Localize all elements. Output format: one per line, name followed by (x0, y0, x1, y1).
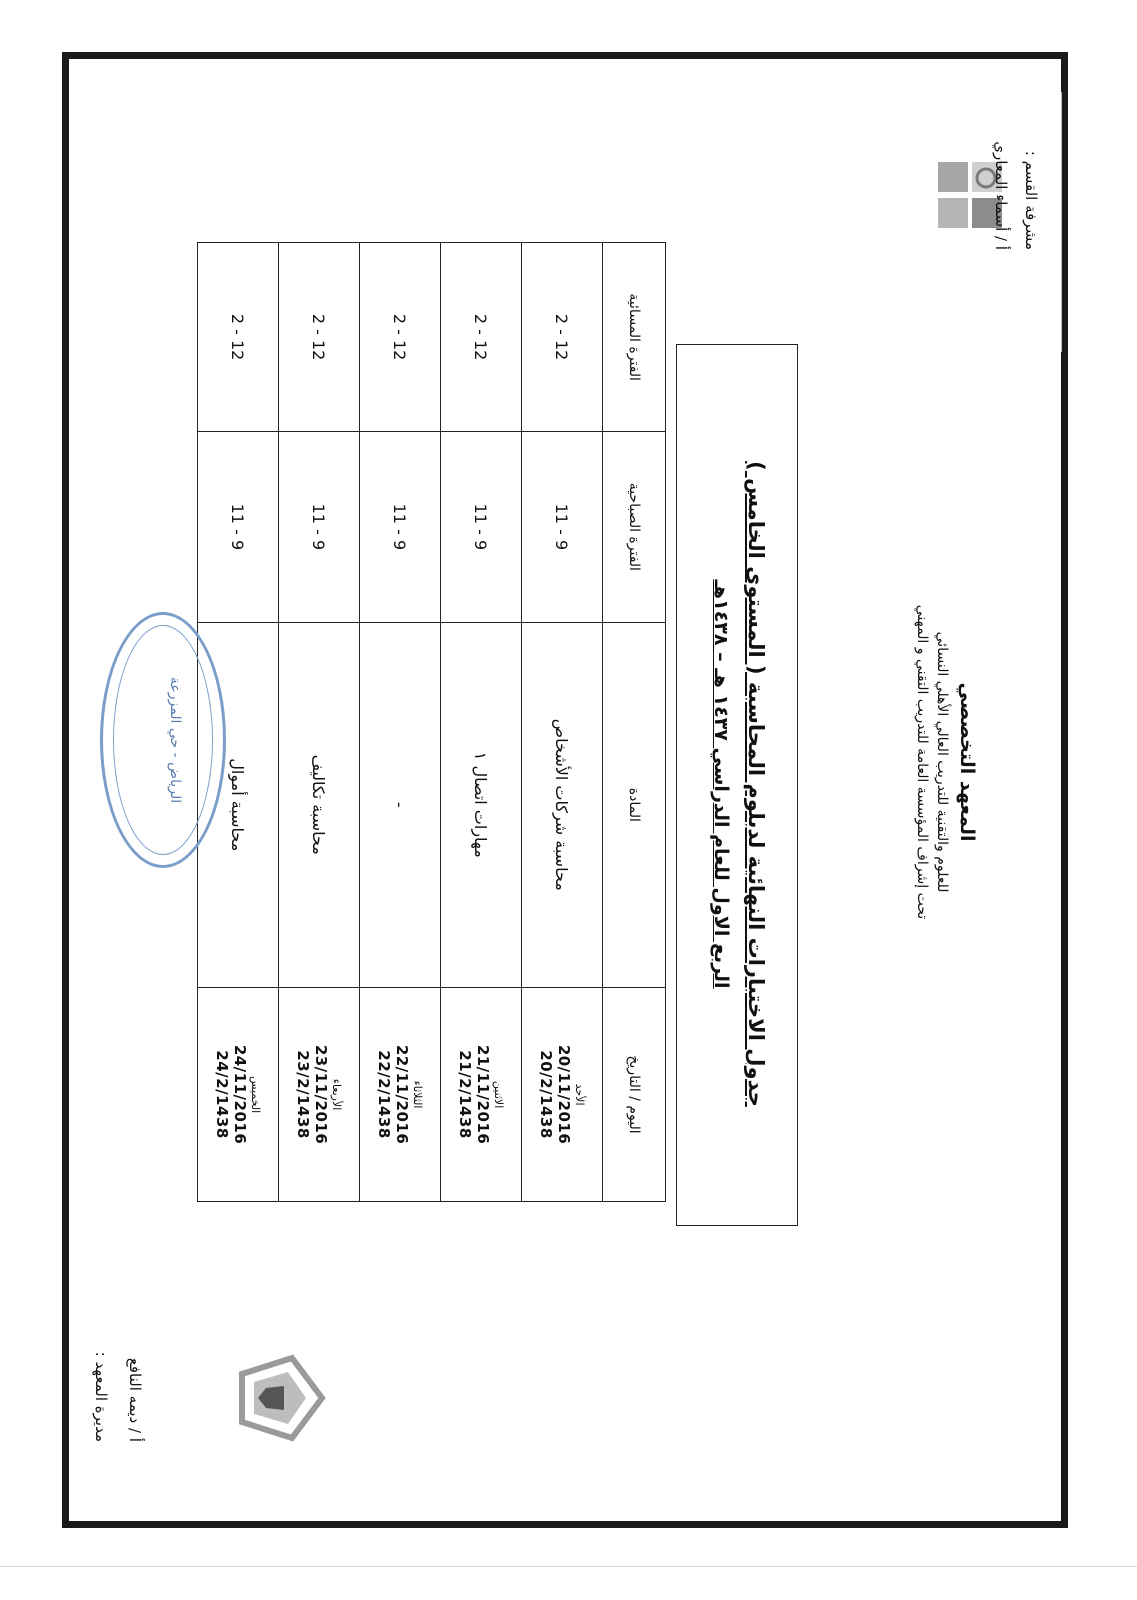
official-stamp (100, 612, 226, 868)
document-title: جدول الاختبارات النهائية لدبلوم المحاسبة ( المستوى الخامس ) (744, 461, 768, 1107)
morning-cell: 9 - 11 (198, 432, 279, 622)
hijri-date: 22/2/1438 (375, 1050, 394, 1139)
subject-cell: محاسبة شركات الأشخاص (522, 622, 603, 988)
table-row (441, 243, 522, 1202)
table-header-row (603, 243, 666, 1202)
gregorian-date: 23/11/2016 (312, 1044, 331, 1145)
header-day-date: اليوم / التاريخ (603, 988, 666, 1202)
evening-cell: 12 - 2 (441, 243, 522, 432)
header-subject: المادة (603, 622, 666, 988)
morning-cell: 9 - 11 (522, 432, 603, 622)
director-label: مديرة المعهد : (92, 1351, 110, 1442)
day-name: الخميس (249, 1075, 263, 1114)
institute-supervision: تحت إشراف المؤسسة العامة للتدريب التقني و المهني (914, 604, 931, 920)
subject-cell: محاسبة تكاليف (279, 622, 360, 988)
title-box (676, 344, 798, 1226)
hijri-date: 24/2/1438 (213, 1050, 232, 1139)
header-evening: الفترة المسائية (603, 243, 666, 432)
day-date-cell (360, 988, 441, 1202)
stamp-text: الرياض - حي المزرعة (167, 676, 183, 804)
gregorian-date: 20/11/2016 (555, 1044, 574, 1145)
supervisor-rule (1061, 92, 1062, 352)
subject-cell: - (360, 622, 441, 988)
day-date-cell (279, 988, 360, 1202)
day-date-cell (522, 988, 603, 1202)
morning-cell: 9 - 11 (441, 432, 522, 622)
stamp-inner-ring (113, 625, 213, 855)
supervisor-label: مشرفة القسم : (1022, 150, 1040, 250)
day-date-cell (198, 988, 279, 1202)
day-name: الأحد (573, 1083, 587, 1106)
institute-subtitle: للعلوم والتقنية للتدريب العالي الأهلي النسائي (934, 631, 951, 893)
page-bottom-rule (0, 1566, 1137, 1567)
institute-name: المعهد التخصصي (956, 682, 978, 842)
day-date-cell (441, 988, 522, 1202)
evening-cell: 12 - 2 (279, 243, 360, 432)
director-name: أ / ديمه النافع (126, 1357, 144, 1442)
institute-header (912, 572, 980, 952)
hijri-date: 21/2/1438 (456, 1050, 475, 1139)
document-subtitle: الربع الاول للعام الدراسي ١٤٣٧ هـ – ١٤٣٨هـ (710, 579, 732, 989)
day-name: الأربعاء (330, 1078, 344, 1111)
institute-emblem-logo (228, 1352, 328, 1444)
supervisor-name: أ / أسماء المعاري (992, 141, 1010, 250)
gregorian-date: 21/11/2016 (474, 1044, 493, 1145)
table-row (279, 243, 360, 1202)
day-name: الاثنين (492, 1080, 506, 1109)
hijri-date: 23/2/1438 (294, 1050, 313, 1139)
table-row (522, 243, 603, 1202)
rotated-document (62, 52, 1068, 1528)
exam-schedule-table (197, 242, 666, 1202)
evening-cell: 12 - 2 (198, 243, 279, 432)
day-name: الثلاثاء (411, 1080, 425, 1109)
morning-cell: 9 - 11 (360, 432, 441, 622)
morning-cell: 9 - 11 (279, 432, 360, 622)
subject-cell: مهارات اتصال ١ (441, 622, 522, 988)
hijri-date: 20/2/1438 (537, 1050, 556, 1139)
header-morning: الفترة الصباحية (603, 432, 666, 622)
evening-cell: 12 - 2 (360, 243, 441, 432)
subject-cell: محاسبة أموال (198, 622, 279, 988)
evening-cell: 12 - 2 (522, 243, 603, 432)
gregorian-date: 24/11/2016 (231, 1044, 250, 1145)
table-row (360, 243, 441, 1202)
gregorian-date: 22/11/2016 (393, 1044, 412, 1145)
